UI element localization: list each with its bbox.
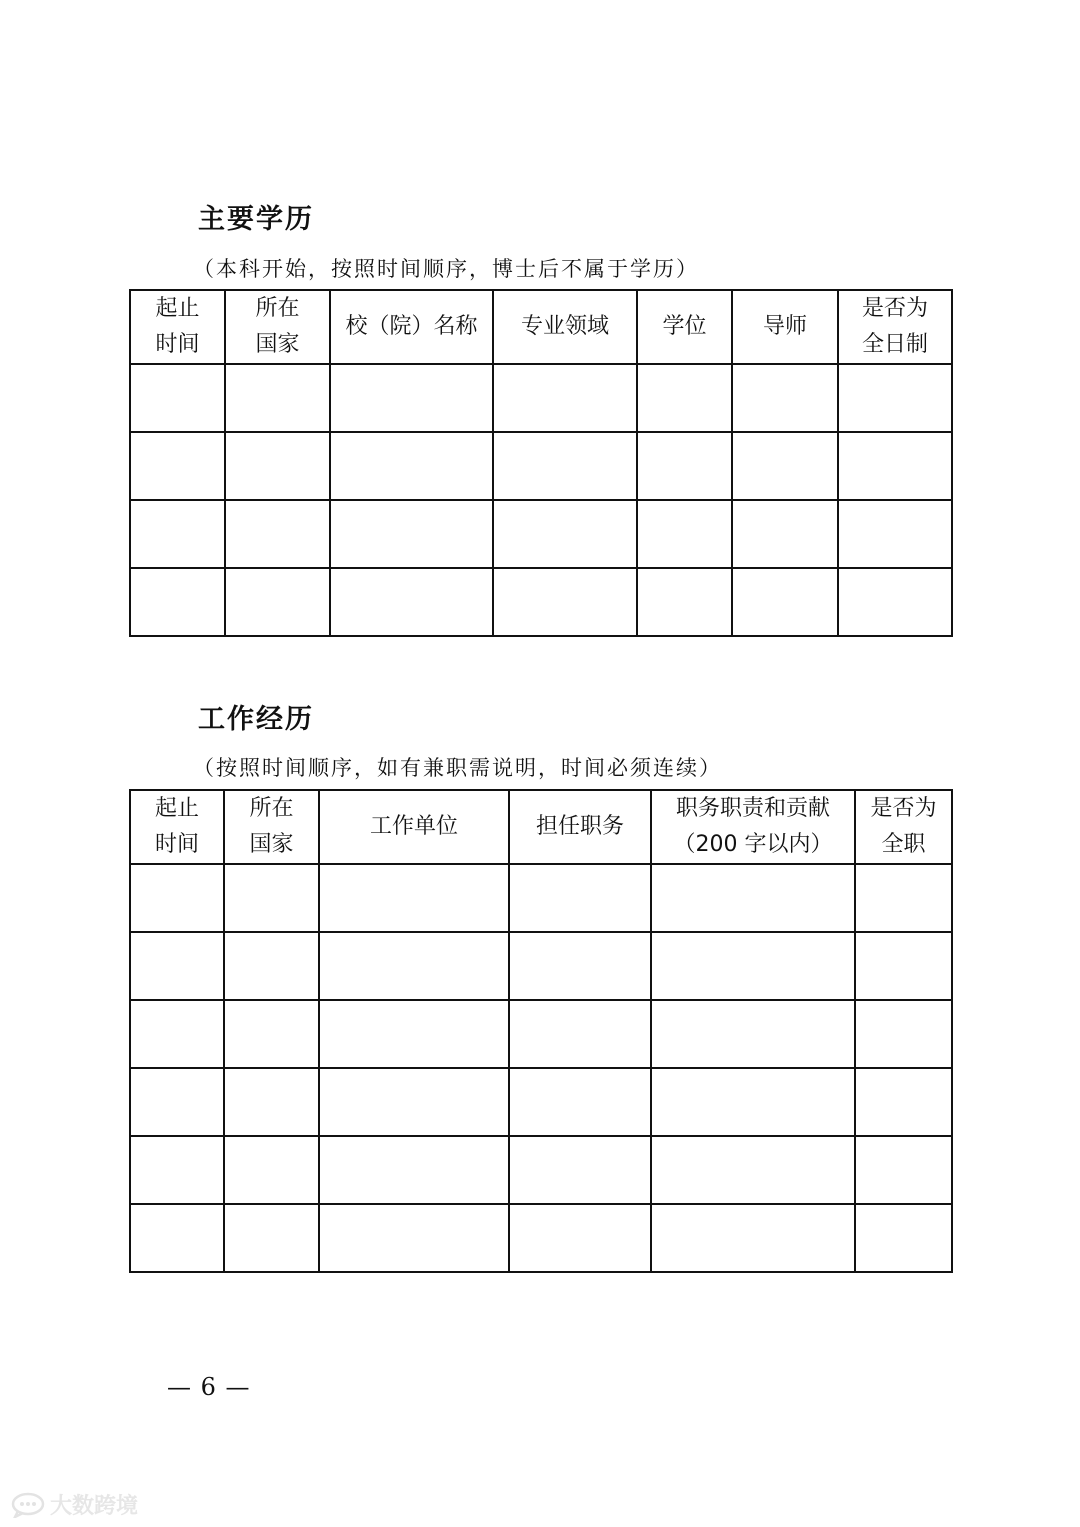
- table-row: [130, 500, 952, 568]
- education-header-text: 时间: [155, 332, 200, 357]
- table-cell[interactable]: [224, 1068, 319, 1136]
- table-cell[interactable]: [509, 1000, 651, 1068]
- table-cell[interactable]: [855, 1000, 952, 1068]
- table-cell[interactable]: [637, 364, 732, 432]
- chat-bubble-icon: [10, 1492, 46, 1518]
- work-header-cell: [130, 790, 224, 864]
- work-header-text: 是否为: [870, 796, 937, 821]
- education-section-title: 主要学历: [198, 204, 314, 235]
- work-header-text: 时间: [154, 832, 199, 857]
- table-cell[interactable]: [855, 1136, 952, 1204]
- watermark: [10, 1489, 138, 1520]
- work-header-cell: [509, 790, 651, 864]
- table-cell[interactable]: [224, 1204, 319, 1272]
- table-row: [130, 932, 952, 1000]
- work-header-text: 全职: [881, 832, 926, 857]
- page-number: — 6 —: [167, 1373, 251, 1401]
- work-header-cell: [651, 790, 855, 864]
- table-cell[interactable]: [225, 364, 330, 432]
- table-row: [130, 864, 952, 932]
- work-header-cell: [224, 790, 319, 864]
- table-row: [130, 364, 952, 432]
- education-header-text: 是否为: [861, 296, 928, 321]
- work-header-row: [130, 790, 952, 864]
- work-header-cell: [855, 790, 952, 864]
- table-cell[interactable]: [509, 1136, 651, 1204]
- education-header-text: 校（院）名称: [345, 314, 478, 339]
- work-header-text: 所在: [249, 796, 294, 821]
- table-cell[interactable]: [319, 1136, 509, 1204]
- education-header-cell: [225, 290, 330, 364]
- work-header-text: （200 字以内）: [673, 832, 833, 857]
- table-cell[interactable]: [509, 1204, 651, 1272]
- table-cell[interactable]: [130, 1068, 224, 1136]
- table-row: [130, 432, 952, 500]
- table-cell[interactable]: [732, 568, 838, 636]
- education-header-text: 学位: [662, 314, 707, 339]
- table-cell[interactable]: [651, 1000, 855, 1068]
- table-cell[interactable]: [493, 500, 637, 568]
- work-header-text: 工作单位: [369, 814, 458, 839]
- education-header-text: 专业领域: [520, 314, 609, 339]
- education-header-text: 导师: [762, 314, 807, 339]
- table-cell[interactable]: [130, 932, 224, 1000]
- education-header-cell: [330, 290, 493, 364]
- table-cell[interactable]: [855, 1068, 952, 1136]
- education-header-cell: [637, 290, 732, 364]
- table-cell[interactable]: [493, 432, 637, 500]
- table-cell[interactable]: [493, 364, 637, 432]
- table-cell[interactable]: [130, 1204, 224, 1272]
- work-header-cell: [319, 790, 509, 864]
- table-cell[interactable]: [330, 364, 493, 432]
- table-cell[interactable]: [225, 500, 330, 568]
- table-row: [130, 1068, 952, 1136]
- education-header-text: 全日制: [861, 332, 928, 357]
- work-section-note: （按照时间顺序，如有兼职需说明，时间必须连续）: [193, 756, 722, 780]
- table-cell[interactable]: [224, 1136, 319, 1204]
- table-cell[interactable]: [130, 568, 225, 636]
- table-cell[interactable]: [855, 864, 952, 932]
- table-cell[interactable]: [838, 568, 952, 636]
- education-header-text: 起止: [155, 296, 200, 321]
- table-row: [130, 1000, 952, 1068]
- work-header-text: 国家: [249, 832, 294, 857]
- table-cell[interactable]: [130, 864, 224, 932]
- table-cell[interactable]: [732, 432, 838, 500]
- table-cell[interactable]: [224, 1000, 319, 1068]
- table-cell[interactable]: [319, 932, 509, 1000]
- table-cell[interactable]: [637, 500, 732, 568]
- table-cell[interactable]: [637, 568, 732, 636]
- table-cell[interactable]: [319, 864, 509, 932]
- table-cell[interactable]: [651, 1204, 855, 1272]
- table-cell[interactable]: [509, 1068, 651, 1136]
- table-cell[interactable]: [319, 1204, 509, 1272]
- table-cell[interactable]: [225, 568, 330, 636]
- table-cell[interactable]: [130, 1136, 224, 1204]
- education-table: [129, 289, 953, 637]
- work-table: [129, 789, 953, 1273]
- table-row: [130, 1136, 952, 1204]
- table-cell[interactable]: [130, 364, 225, 432]
- education-header-text: 国家: [255, 332, 300, 357]
- table-cell[interactable]: [330, 432, 493, 500]
- table-cell[interactable]: [130, 1000, 224, 1068]
- table-cell[interactable]: [509, 932, 651, 1000]
- table-cell[interactable]: [651, 1136, 855, 1204]
- table-cell[interactable]: [130, 432, 225, 500]
- education-header-row: [130, 290, 952, 364]
- table-cell[interactable]: [319, 1068, 509, 1136]
- work-header-text: 担任职务: [535, 814, 624, 839]
- table-cell[interactable]: [838, 432, 952, 500]
- table-cell[interactable]: [130, 500, 225, 568]
- education-header-cell: [493, 290, 637, 364]
- table-cell[interactable]: [225, 432, 330, 500]
- education-header-cell: [838, 290, 952, 364]
- table-cell[interactable]: [732, 364, 838, 432]
- table-cell[interactable]: [330, 568, 493, 636]
- table-cell[interactable]: [732, 500, 838, 568]
- table-cell[interactable]: [838, 364, 952, 432]
- table-cell[interactable]: [330, 500, 493, 568]
- table-cell[interactable]: [224, 864, 319, 932]
- education-section-note: （本科开始，按照时间顺序，博士后不属于学历）: [193, 257, 699, 281]
- table-cell[interactable]: [651, 932, 855, 1000]
- table-cell[interactable]: [509, 864, 651, 932]
- table-row: [130, 568, 952, 636]
- education-header-text: 所在: [255, 296, 300, 321]
- work-header-text: 起止: [154, 796, 199, 821]
- table-cell[interactable]: [855, 1204, 952, 1272]
- work-section-title: 工作经历: [198, 704, 314, 735]
- table-cell[interactable]: [855, 932, 952, 1000]
- table-cell[interactable]: [637, 432, 732, 500]
- table-row: [130, 1204, 952, 1272]
- table-cell[interactable]: [493, 568, 637, 636]
- table-cell[interactable]: [651, 1068, 855, 1136]
- work-header-text: 职务职责和贡献: [675, 796, 830, 821]
- education-header-cell: [130, 290, 225, 364]
- table-cell[interactable]: [651, 864, 855, 932]
- table-cell[interactable]: [319, 1000, 509, 1068]
- table-cell[interactable]: [224, 932, 319, 1000]
- watermark-text: 大数跨境: [50, 1494, 139, 1519]
- table-cell[interactable]: [838, 500, 952, 568]
- education-header-cell: [732, 290, 838, 364]
